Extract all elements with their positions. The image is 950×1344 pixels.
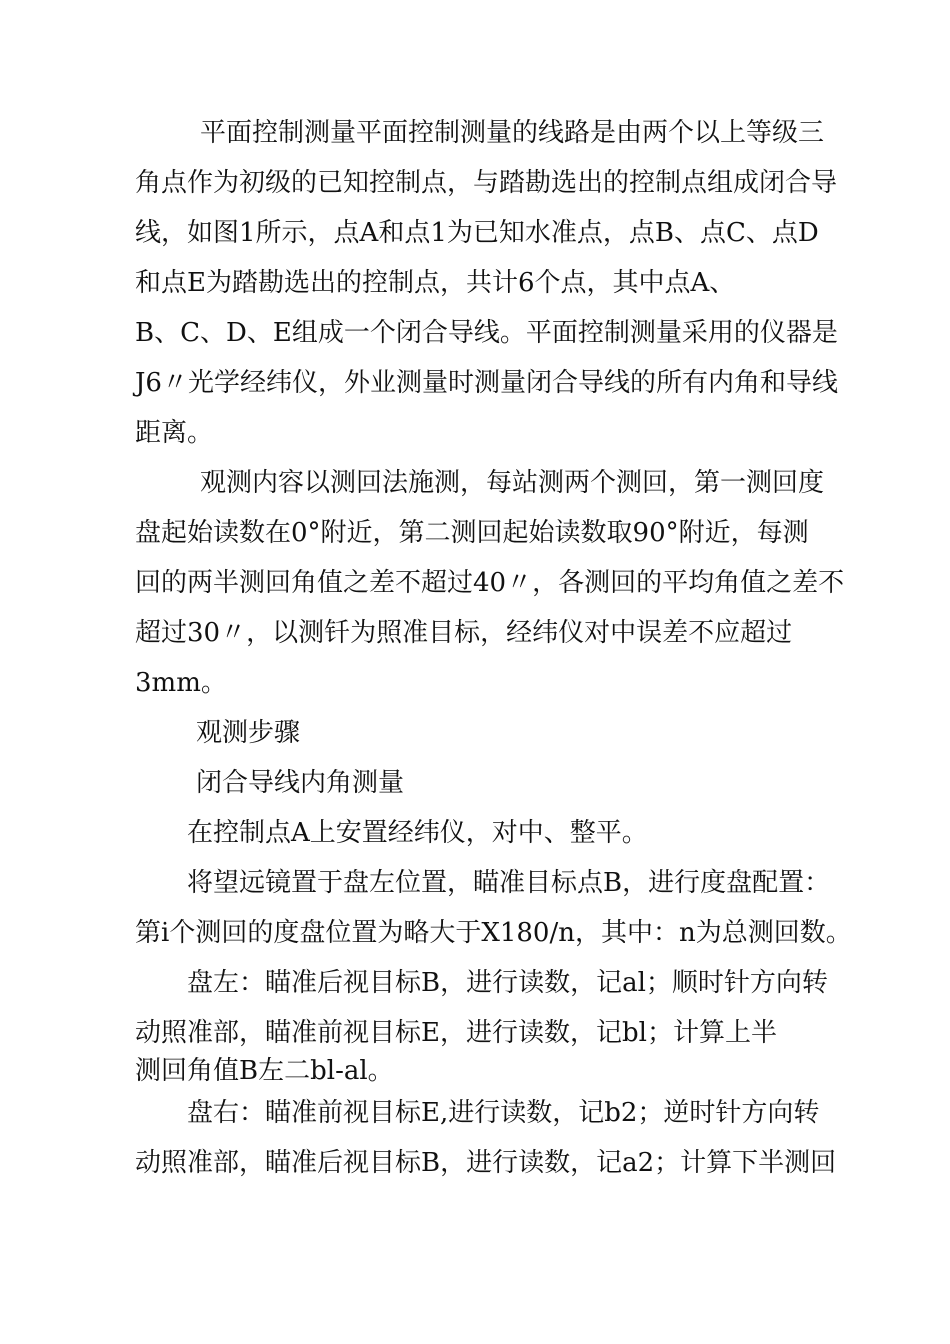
step-3-line-1: 盘左：瞄准后视目标B，进行读数，记al；顺时针方向转 [187,968,828,998]
paragraph-1-line-6: J6〃光学经纬仪，外业测量时测量闭合导线的所有内角和导线 [135,368,838,398]
paragraph-2-line-2: 盘起始读数在0°附近，第二测回起始读数取90°附近，每测 [135,518,809,548]
step-2-line-2: 第i个测回的度盘位置为略大于X180/n，其中：n为总测回数。 [135,918,852,948]
paragraph-2-line-3: 回的两半测回角值之差不超过40〃，各测回的平均角值之差不 [135,568,845,598]
subsection-heading-angle-measurement: 闭合导线内角测量 [196,768,405,798]
paragraph-1-line-7: 距离。 [135,418,214,448]
paragraph-1-line-1: 平面控制测量平面控制测量的线路是由两个以上等级三 [200,118,825,148]
step-4-line-1: 盘右：瞄准前视目标E,进行读数，记b2；逆时针方向转 [187,1098,820,1128]
paragraph-1-line-2: 角点作为初级的已知控制点，与踏勘选出的控制点组成闭合导 [135,168,838,198]
paragraph-1-line-5: B、C、D、E组成一个闭合导线。平面控制测量采用的仪器是 [135,318,838,348]
step-4-line-2: 动照准部，瞄准后视目标B，进行读数，记a2；计算下半测回 [135,1148,837,1178]
step-2-line-1: 将望远镜置于盘左位置，瞄准目标点B，进行度盘配置： [187,868,831,898]
step-1-line-1: 在控制点A上安置经纬仪，对中、整平。 [187,818,648,848]
paragraph-1-line-3: 线，如图1所示，点A和点1为已知水准点，点B、点C、点D [135,218,819,248]
section-heading-steps: 观测步骤 [196,718,301,748]
step-3-line-3: 测回角值B左二bl-al。 [135,1056,394,1086]
paragraph-2-line-5: 3mm。 [135,668,227,698]
step-3-line-2: 动照准部，瞄准前视目标E，进行读数，记bl；计算上半 [135,1018,777,1048]
paragraph-2-line-1: 观测内容以测回法施测，每站测两个测回，第一测回度 [200,468,825,498]
paragraph-2-line-4: 超过30〃，以测钎为照准目标，经纬仪对中误差不应超过 [135,618,793,648]
paragraph-1-line-4: 和点E为踏勘选出的控制点，共计6个点，其中点A、 [135,268,736,298]
